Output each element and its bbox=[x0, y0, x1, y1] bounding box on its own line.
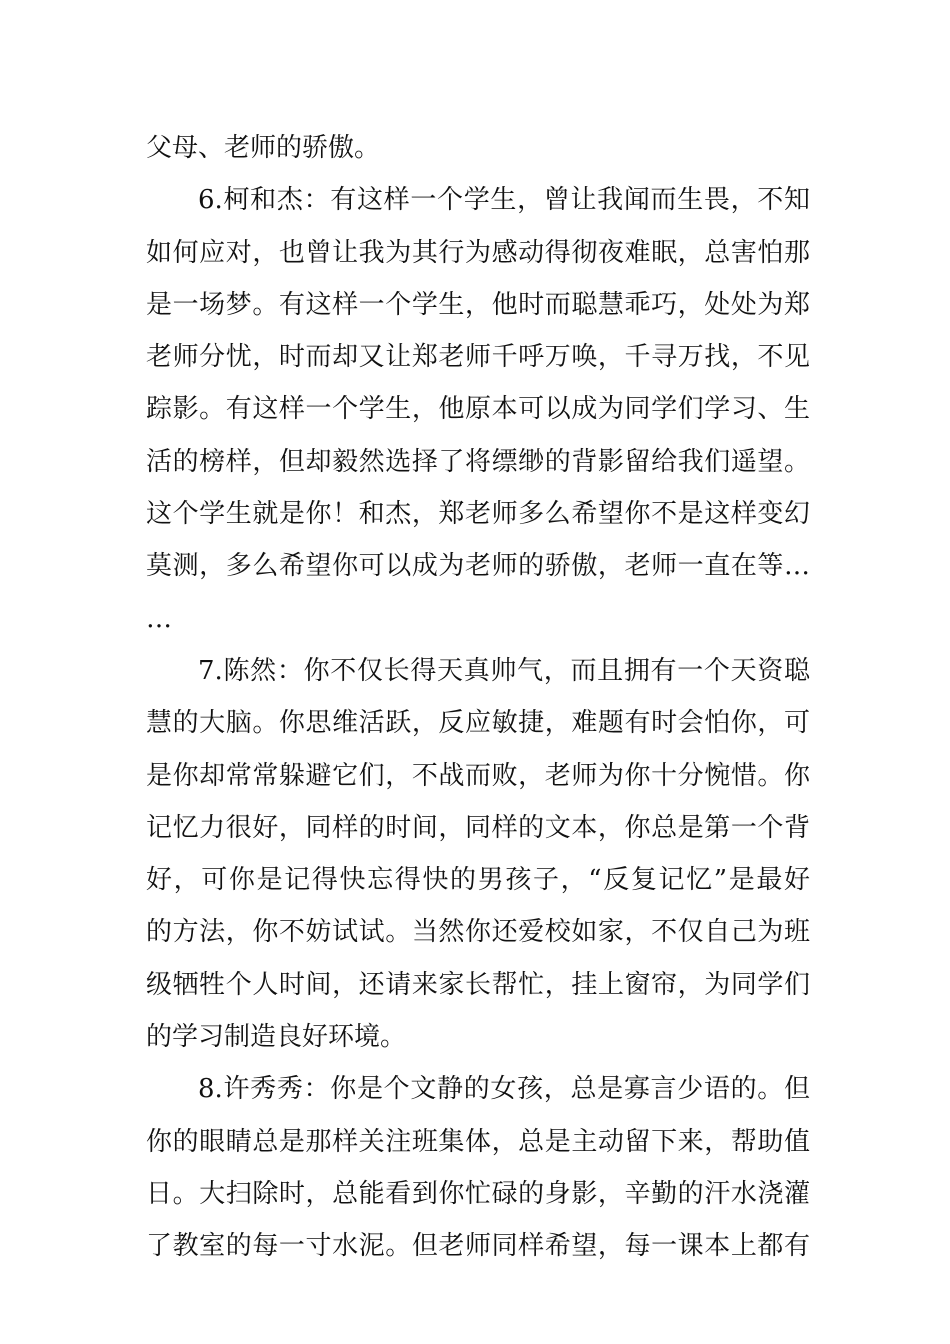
text-line: 日。大扫除时，总能看到你忙碌的身影，辛勤的汗水浇灌 bbox=[146, 1178, 810, 1209]
text-line: … bbox=[146, 603, 172, 634]
text-line: 老师分忧，时而却又让郑老师千呼万唤，千寻万找，不见 bbox=[146, 342, 810, 373]
text-line: 的方法，你不妨试试。当然你还爱校如家，不仅自己为班 bbox=[146, 917, 810, 948]
paragraph-comment-7 bbox=[146, 645, 810, 1063]
text-line: 级牺牲个人时间，还请来家长帮忙，挂上窗帘，为同学们 bbox=[146, 969, 810, 1000]
text-line: 7.陈然：你不仅长得天真帅气，而且拥有一个天资聪 bbox=[198, 655, 810, 686]
text-line: 的学习制造良好环境。 bbox=[146, 1022, 407, 1053]
text-line: 记忆力很好，同样的时间，同样的文本，你总是第一个背 bbox=[146, 812, 810, 843]
text-line: 8.许秀秀：你是个文静的女孩，总是寡言少语的。但 bbox=[198, 1074, 810, 1105]
text-line: 6.柯和杰：有这样一个学生，曾让我闻而生畏，不知 bbox=[198, 185, 810, 216]
text-line: 父母、老师的骄傲。 bbox=[146, 133, 381, 163]
text-line: 你的眼睛总是那样关注班集体，总是主动留下来，帮助值 bbox=[146, 1126, 810, 1157]
paragraph-comment-6 bbox=[146, 174, 810, 645]
text-line: 慧的大脑。你思维活跃，反应敏捷，难题有时会怕你，可 bbox=[146, 708, 810, 739]
text-line: 是你却常常躲避它们，不战而败，老师为你十分惋惜。你 bbox=[146, 760, 810, 791]
document-page bbox=[146, 122, 810, 1273]
text-line: 是一场梦。有这样一个学生，他时而聪慧乖巧，处处为郑 bbox=[146, 289, 810, 320]
text-line: 活的榜样，但却毅然选择了将缥缈的背影留给我们遥望。 bbox=[146, 446, 810, 477]
text-line: 了教室的每一寸水泥。但老师同样希望，每一课本上都有 bbox=[146, 1231, 810, 1262]
text-line: 踪影。有这样一个学生，他原本可以成为同学们学习、生 bbox=[146, 394, 810, 425]
text-line: 莫测，多么希望你可以成为老师的骄傲，老师一直在等… bbox=[146, 551, 810, 582]
text-line: 好，可你是记得快忘得快的男孩子，“反复记忆”是最好 bbox=[146, 865, 810, 896]
text-line: 如何应对，也曾让我为其行为感动得彻夜难眠，总害怕那 bbox=[146, 237, 810, 268]
text-line: 这个学生就是你！和杰，郑老师多么希望你不是这样变幻 bbox=[146, 499, 810, 530]
paragraph-comment-8 bbox=[146, 1063, 810, 1272]
paragraph-continuation bbox=[146, 122, 810, 174]
